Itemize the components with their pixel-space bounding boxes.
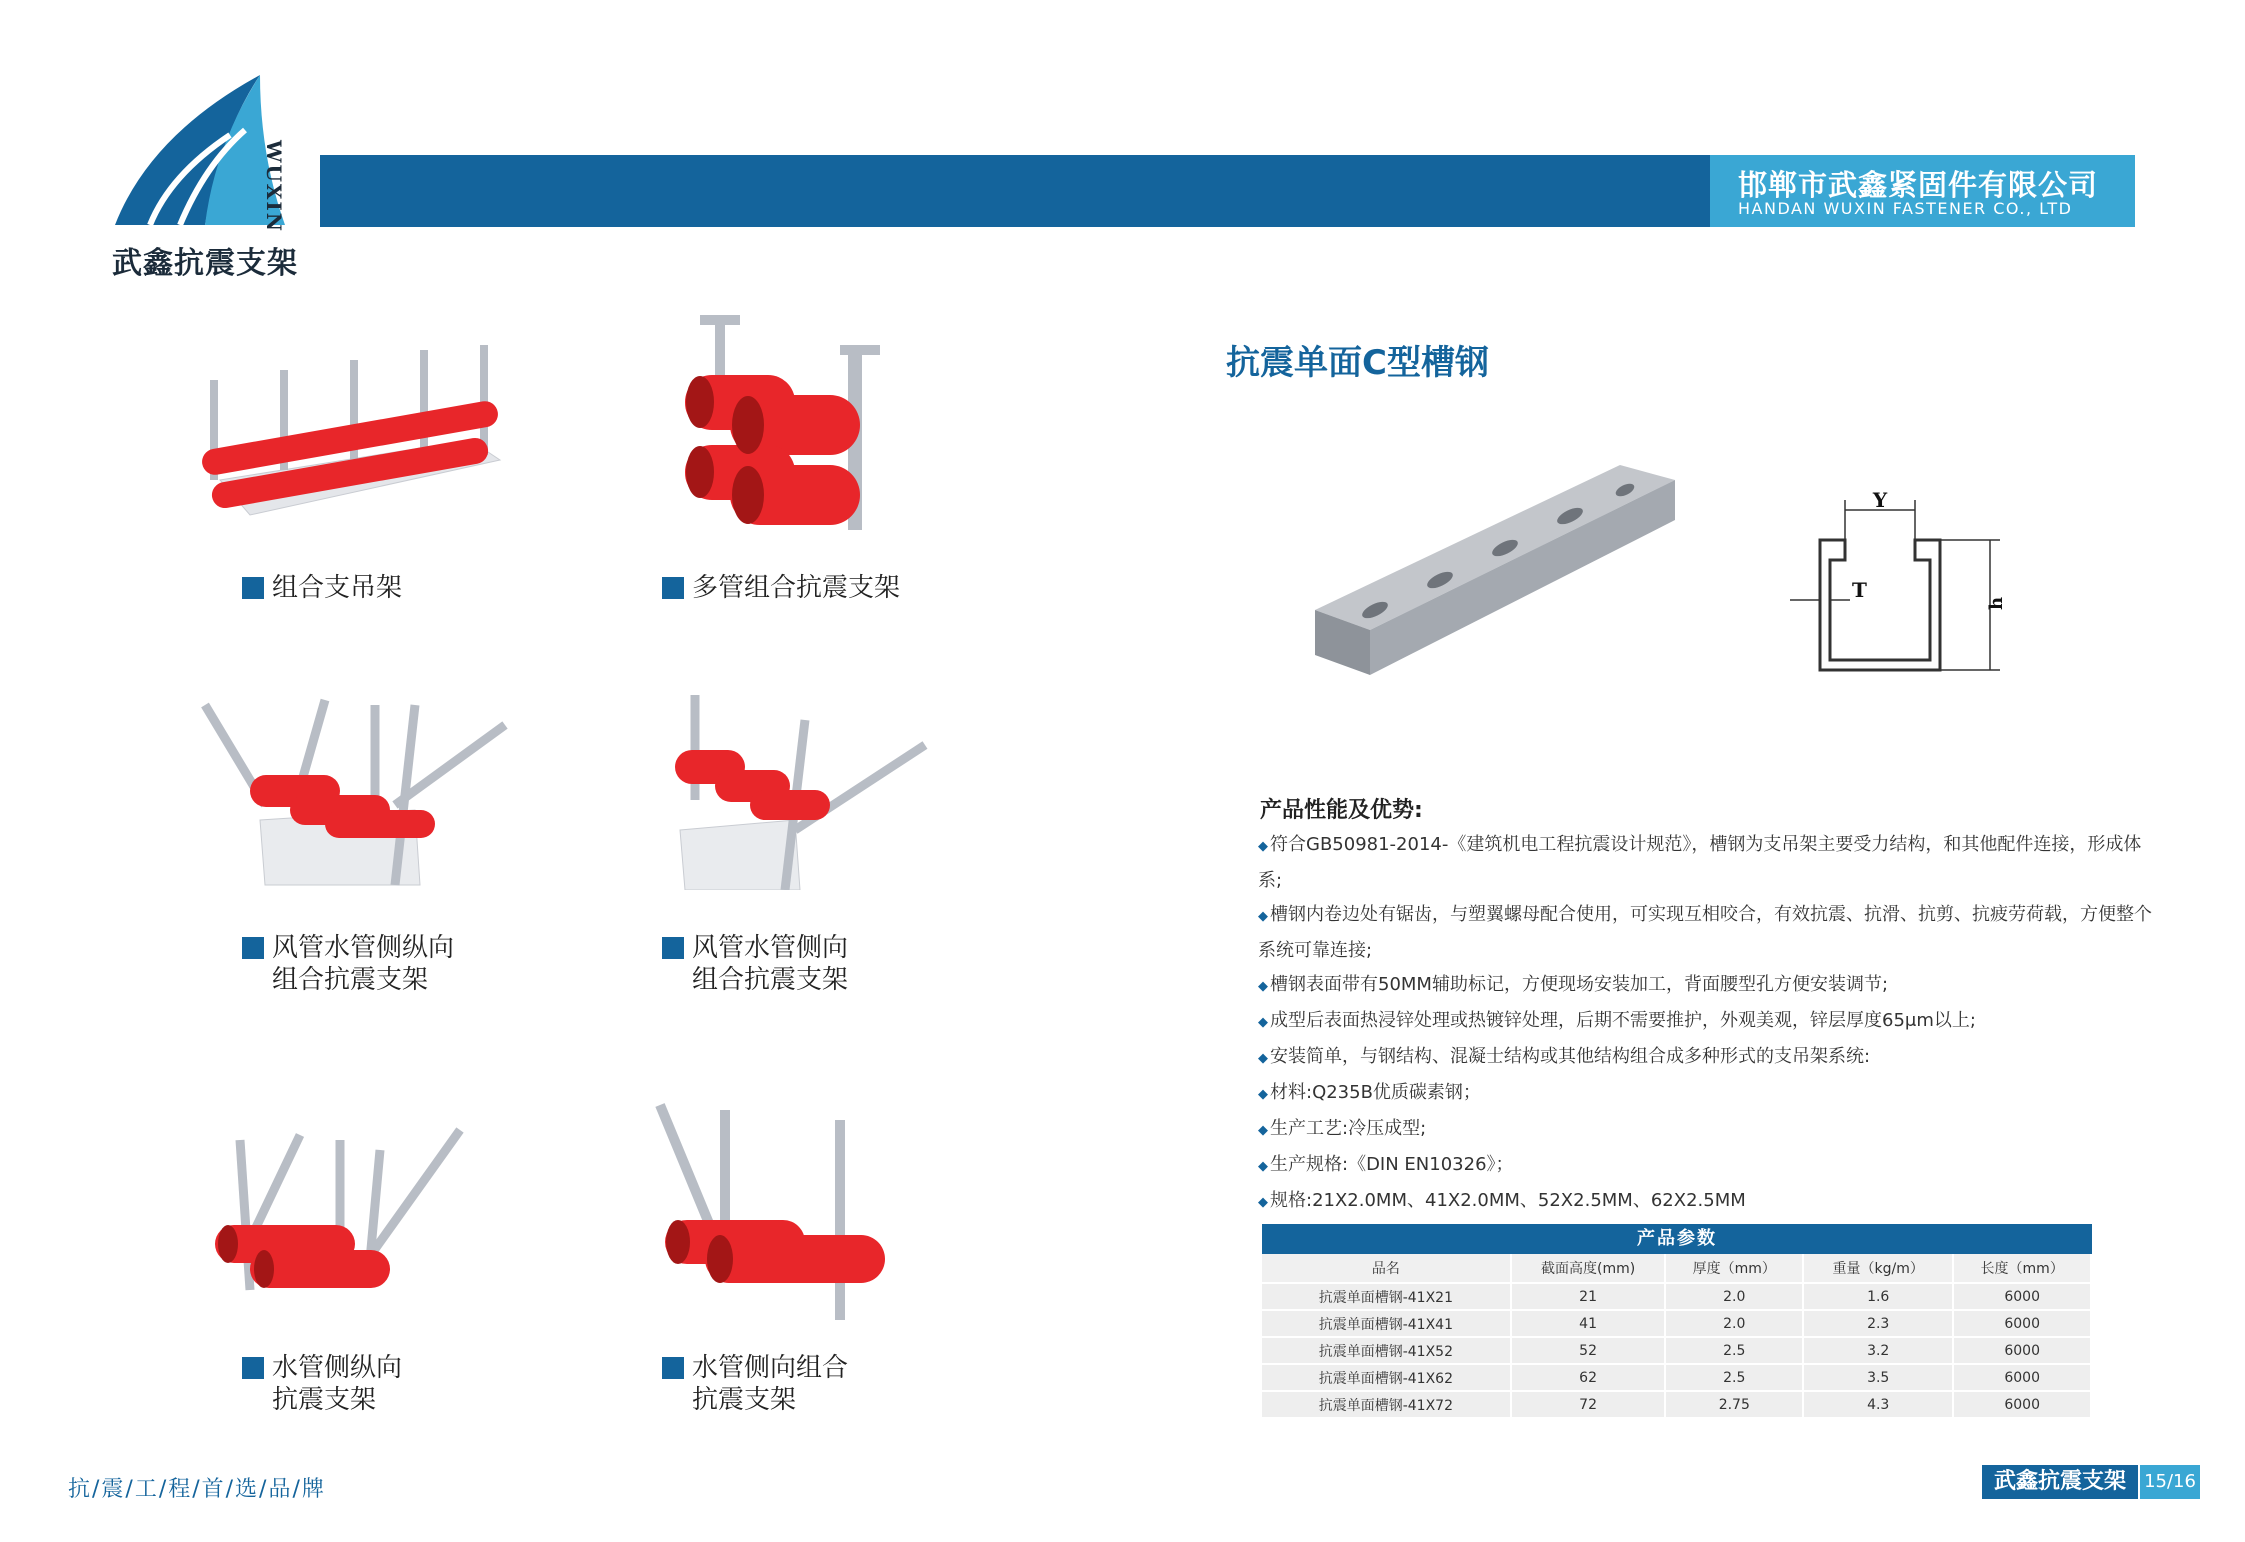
product-label-6: 水管侧向组合 抗震支架: [662, 1352, 848, 1416]
footer-slogan: 抗/震/工/程/首/选/品/牌: [68, 1477, 326, 1502]
bullet-square: [242, 937, 264, 959]
table-cell: 72: [1511, 1391, 1666, 1417]
product-image-multi-pipe: [670, 315, 1010, 525]
product-image-pipe-longitudinal: [210, 1110, 550, 1320]
table-row: [1262, 1310, 2091, 1337]
table-header: 重量（kg/m）: [1803, 1254, 1953, 1283]
dimension-t-label: T: [1852, 578, 1867, 602]
company-name-box: [1710, 155, 2135, 227]
company-name-cn: 邯郸市武鑫紧固件有限公司: [1738, 168, 2099, 202]
table-header-row: [1262, 1254, 2091, 1283]
table-header: 厚度（mm）: [1665, 1254, 1803, 1283]
table-header: 截面高度(mm): [1511, 1254, 1666, 1283]
advantages-list: [1258, 828, 2158, 1220]
dimension-y-label: Y: [1872, 488, 1888, 512]
table-title: 产品参数: [1262, 1224, 2092, 1254]
table-cell: 2.5: [1665, 1337, 1803, 1364]
table-cell: 抗震单面槽钢-41X41: [1262, 1310, 1511, 1337]
table-header: 长度（mm）: [1953, 1254, 2091, 1283]
company-name-en: HANDAN WUXIN FASTENER CO., LTD: [1738, 199, 2073, 218]
table-row: [1262, 1364, 2091, 1391]
parameters-table: [1262, 1224, 2092, 1417]
table-cell: 6000: [1953, 1310, 2091, 1337]
table-cell: 抗震单面槽钢-41X52: [1262, 1337, 1511, 1364]
logo-text: 武鑫抗震支架: [112, 246, 298, 281]
table-cell: 抗震单面槽钢-41X21: [1262, 1283, 1511, 1310]
page-title: 抗震单面C型槽钢: [1226, 343, 1489, 383]
diamond-bullet-icon: ◆: [1258, 1195, 1268, 1210]
advantage-item: ◆ 规格:21X2.0MM、41X2.0MM、52X2.5MM、62X2.5MM: [1258, 1190, 1746, 1211]
bullet-square: [662, 1357, 684, 1379]
c-channel-image: [1305, 460, 1685, 714]
advantage-item: ◆ 材料:Q235B优质碳素钢；: [1258, 1082, 1481, 1103]
table-cell: 6000: [1953, 1391, 2091, 1417]
table-header: 品名: [1262, 1254, 1511, 1283]
product-image-duct-pipe-lateral: [665, 690, 1005, 900]
table-cell: 4.3: [1803, 1391, 1953, 1417]
table-cell: 2.75: [1665, 1391, 1803, 1417]
table-cell: 6000: [1953, 1364, 2091, 1391]
advantages-title: 产品性能及优势:: [1260, 798, 1423, 823]
product-image-combined-hanger: [190, 340, 530, 550]
advantage-item: ◆ 槽钢内卷边处有锯齿，与塑翼螺母配合使用，可实现互相咬合，有效抗震、抗滑、抗剪、抗疲劳荷载，方便整个系统可靠连接;: [1258, 904, 2152, 961]
table-cell: 62: [1511, 1364, 1666, 1391]
dimension-h-label: h: [1986, 596, 2007, 610]
product-image-pipe-lateral: [650, 1100, 990, 1310]
diamond-bullet-icon: ◆: [1258, 979, 1268, 994]
table-cell: 52: [1511, 1337, 1666, 1364]
table-cell: 1.6: [1803, 1283, 1953, 1310]
advantage-item: ◆ 安装简单，与钢结构、混凝士结构或其他结构组合成多种形式的支吊架系统:: [1258, 1046, 1871, 1067]
product-label-5: 水管侧纵向 抗震支架: [242, 1352, 402, 1416]
table-row: [1262, 1391, 2091, 1417]
diamond-bullet-icon: ◆: [1258, 1051, 1268, 1066]
diamond-bullet-icon: ◆: [1258, 839, 1268, 854]
table-cell: 3.2: [1803, 1337, 1953, 1364]
advantage-item: ◆ 生产工艺:冷压成型;: [1258, 1118, 1427, 1139]
diamond-bullet-icon: ◆: [1258, 909, 1268, 924]
advantage-item: ◆ 槽钢表面带有50MM辅助标记，方便现场安装加工，背面腰型孔方便安装调节;: [1258, 974, 1889, 995]
logo-vertical-text: WUXIN: [262, 140, 286, 234]
table-cell: 6000: [1953, 1283, 2091, 1310]
table-cell: 2.0: [1665, 1283, 1803, 1310]
product-label-1: 组合支吊架: [242, 572, 402, 604]
table-cell: 41: [1511, 1310, 1666, 1337]
table-cell: 2.5: [1665, 1364, 1803, 1391]
bullet-square: [662, 937, 684, 959]
diamond-bullet-icon: ◆: [1258, 1123, 1268, 1138]
advantage-item: ◆ 成型后表面热浸锌处理或热镀锌处理，后期不需要推护，外观美观，锌层厚度65μm以上;: [1258, 1010, 1976, 1031]
table-row: [1262, 1283, 2091, 1310]
advantage-item: ◆ 生产规格:《DIN EN10326》；: [1258, 1154, 1514, 1175]
table-cell: 6000: [1953, 1337, 2091, 1364]
diamond-bullet-icon: ◆: [1258, 1087, 1268, 1102]
table-cell: 21: [1511, 1283, 1666, 1310]
table-cell: 3.5: [1803, 1364, 1953, 1391]
product-label-2: 多管组合抗震支架: [662, 572, 900, 604]
product-label-3: 风管水管侧纵向 组合抗震支架: [242, 932, 454, 996]
table-row: [1262, 1337, 2091, 1364]
diamond-bullet-icon: ◆: [1258, 1159, 1268, 1174]
footer-brand: 武鑫抗震支架: [1982, 1465, 2138, 1499]
c-channel-cross-section-diagram: [1780, 480, 2020, 694]
product-label-4: 风管水管侧向 组合抗震支架: [662, 932, 848, 996]
table-cell: 抗震单面槽钢-41X62: [1262, 1364, 1511, 1391]
header-band: [320, 155, 1710, 227]
page-number: 15/16: [2140, 1465, 2200, 1499]
diamond-bullet-icon: ◆: [1258, 1015, 1268, 1030]
bullet-square: [242, 1357, 264, 1379]
table-cell: 2.3: [1803, 1310, 1953, 1337]
bullet-square: [662, 577, 684, 599]
bullet-square: [242, 577, 264, 599]
table-cell: 2.0: [1665, 1310, 1803, 1337]
product-image-duct-pipe-longitudinal: [195, 695, 535, 905]
advantage-item: ◆ 符合GB50981-2014-《建筑机电工程抗震设计规范》，槽钢为支吊架主要受力结构，和其他配件连接，形成体系;: [1258, 834, 2142, 891]
table-cell: 抗震单面槽钢-41X72: [1262, 1391, 1511, 1417]
